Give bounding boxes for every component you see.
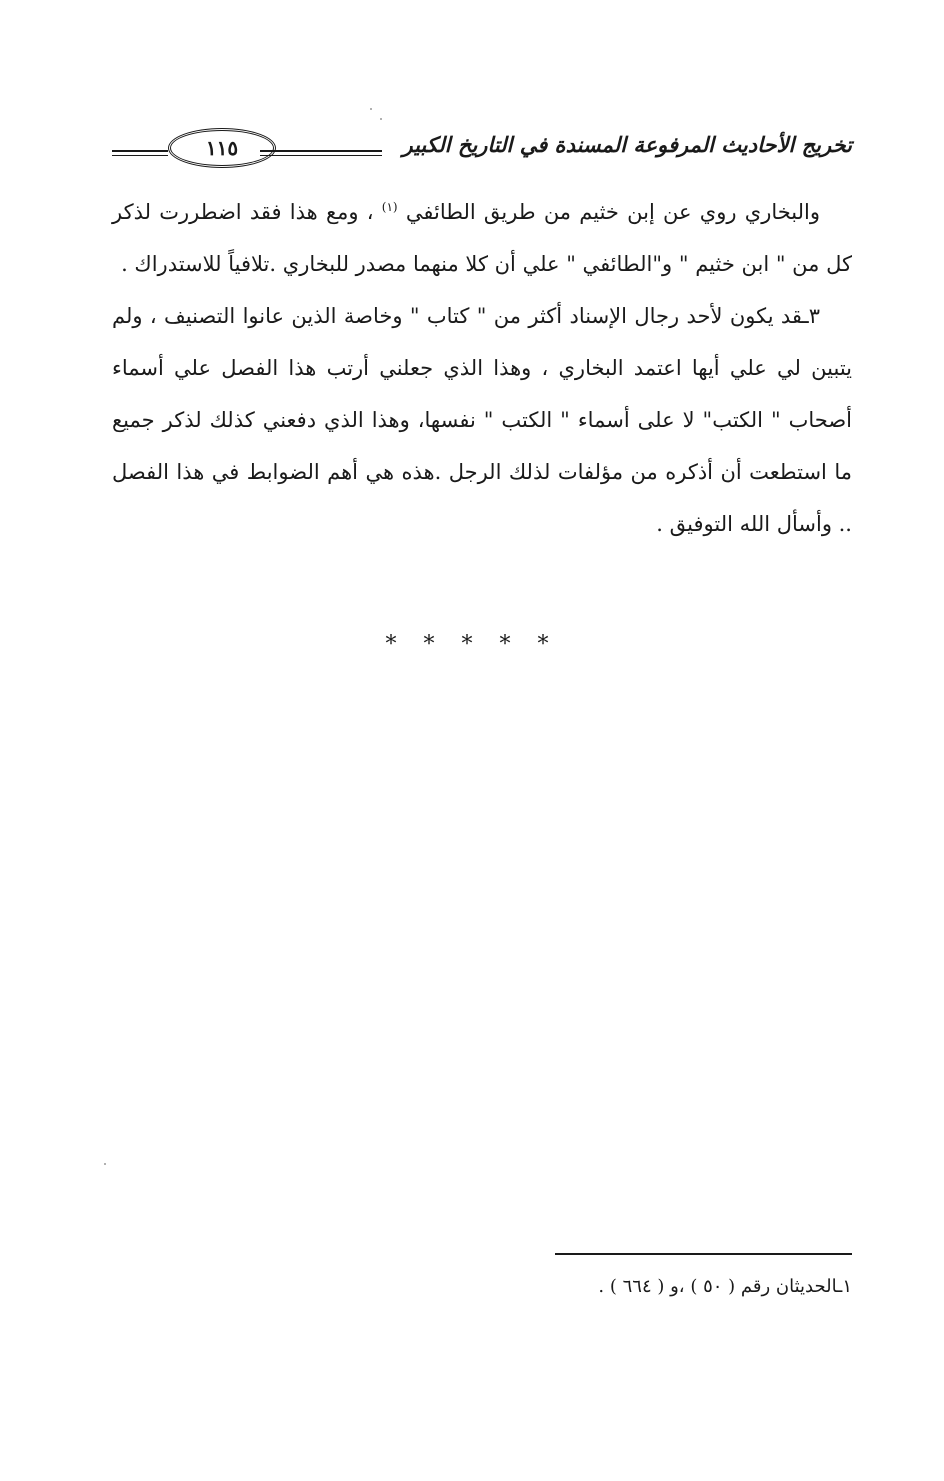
scan-speck — [104, 1163, 106, 1165]
paragraph-2 — [112, 290, 852, 550]
running-header — [112, 128, 852, 172]
main-text — [112, 186, 852, 550]
footnote-rule — [555, 1253, 852, 1255]
book-title: تخريج الأحاديث المرفوعة المسندة في التاريخ الكبير — [402, 132, 852, 157]
page-number-frame — [168, 128, 276, 168]
section-separator: * * * * * — [385, 632, 559, 657]
paragraph-2-text: ٣ـقد يكون لأحد رجال الإسناد أكثر من " كتاب " وخاصة الذين عانوا التصنيف ، ولم يتبين لي علي أيها اعتمد البخاري ، وهذا الذي جعلني أرتب هذا الفصل علي أسماء أصحاب " الكتب" لا على أسماء " الكتب " نفسها، وهذا الذي دفعني كذلك لذكر جميع ما استطعت أن أذكره من مؤلفات لذلك الرجل .هذه هي أهم الضوابط في هذا الفصل .. وأسأل الله التوفيق . — [112, 304, 852, 536]
footnote-text: ١ـالحديثان رقم ( ٥٠ ) ،و ( ٦٦٤ ) . — [598, 1276, 852, 1297]
scan-speck — [370, 108, 372, 110]
paragraph-1-start: والبخاري روي عن إبن خثيم من طريق الطائفي — [405, 200, 820, 224]
scan-speck — [380, 118, 382, 120]
paragraph-1 — [112, 186, 852, 290]
footnote-reference: (١) — [381, 200, 398, 214]
header-rule-right — [260, 150, 382, 156]
header-rule-left — [112, 150, 168, 156]
page-number: ١١٥ — [205, 136, 239, 160]
paragraph-1-end: ، ومع هذا فقد اضطررت لذكر كل من " ابن خثيم " و"الطائفي " علي أن كلا منهما مصدر للبخاري .تلافياً للاستدراك . — [112, 200, 852, 276]
